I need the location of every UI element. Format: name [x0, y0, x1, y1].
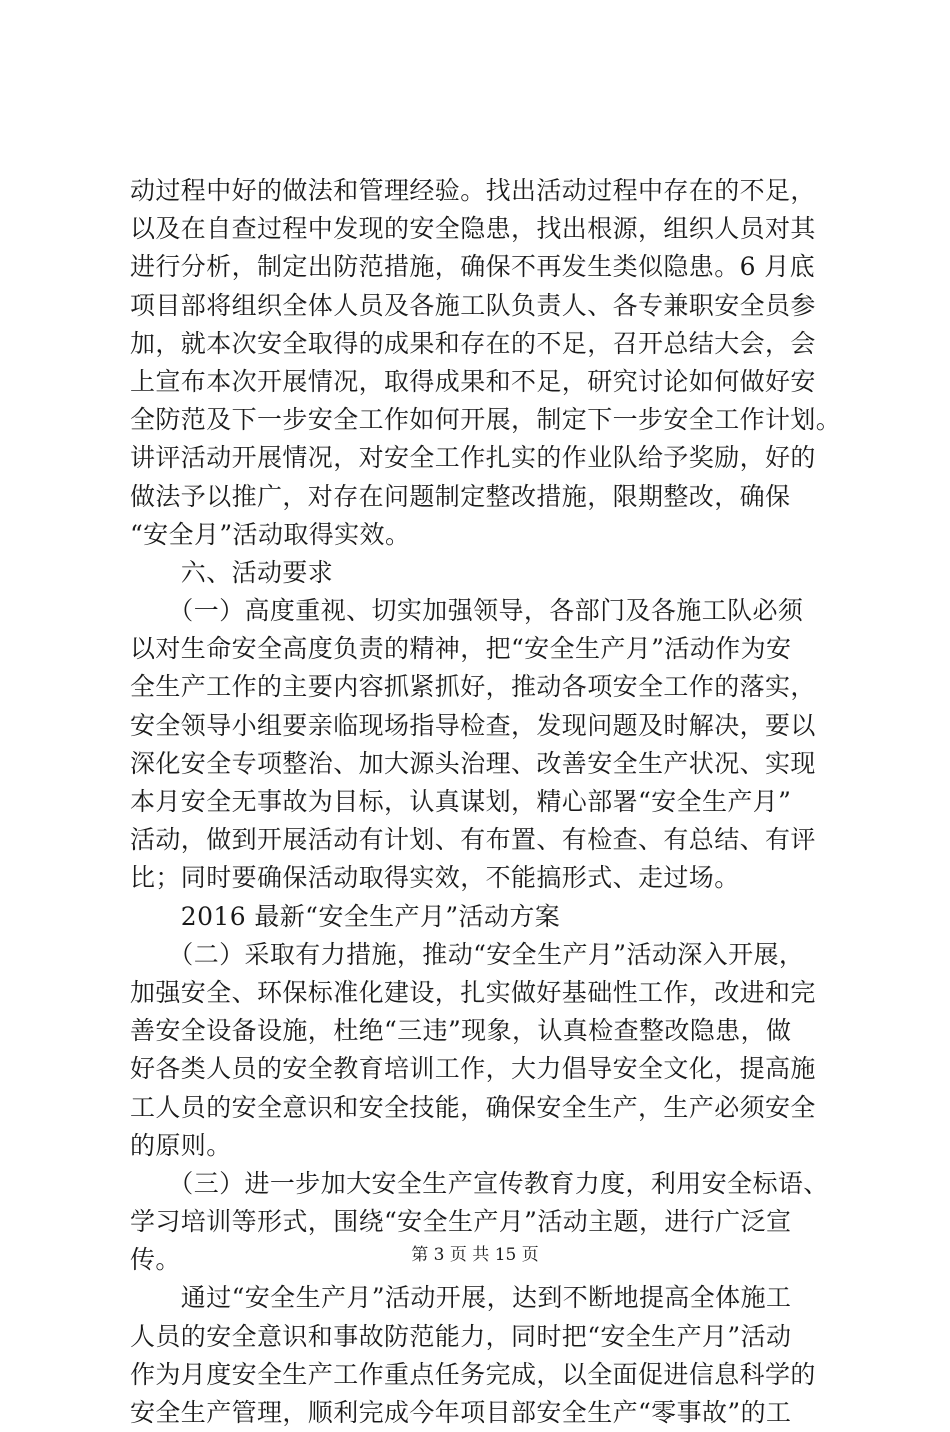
text-line: 活动，做到开展活动有计划、有布置、有检查、有总结、有评	[130, 825, 816, 855]
text-line: 深化安全专项整治、加大源头治理、改善安全生产状况、实现	[130, 748, 816, 778]
text-line: 做法予以推广，对存在问题制定整改措施，限期整改，确保	[130, 481, 791, 511]
text-line: 学习培训等形式，围绕“安全生产月”活动主题，进行广泛宣	[130, 1207, 792, 1237]
text-line: 人员的安全意识和事故防范能力，同时把“安全生产月”活动	[130, 1321, 792, 1351]
text-line: 安全生产管理，顺利完成今年项目部安全生产“零事故”的工	[130, 1398, 792, 1427]
text-line: 比；同时要确保活动取得实效，不能搞形式、走过场。	[130, 863, 740, 893]
text-line: 全生产工作的主要内容抓紧抓好，推动各项安全工作的落实，	[130, 672, 816, 702]
text-line: 讲评活动开展情况，对安全工作扎实的作业队给予奖励，好的	[130, 443, 816, 473]
text-line: 安全领导小组要亲临现场指导检查，发现问题及时解决，要以	[130, 710, 816, 740]
text-line: （一）高度重视、切实加强领导，各部门及各施工队必须	[130, 596, 804, 626]
text-line: 作为月度安全生产工作重点任务完成，以全面促进信息科学的	[130, 1359, 816, 1389]
text-line: 动过程中好的做法和管理经验。找出活动过程中存在的不足，	[130, 176, 816, 205]
text-line: 传。	[130, 1245, 181, 1275]
text-line: 以对生命安全高度负责的精神，把“安全生产月”活动作为安	[130, 634, 792, 664]
text-line: 全防范及下一步安全工作如何开展，制定下一步安全工作计划。	[130, 405, 842, 435]
text-line: 工人员的安全意识和安全技能，确保安全生产，生产必须安全	[130, 1092, 816, 1122]
text-line: 加强安全、环保标准化建设，扎实做好基础性工作，改进和完	[130, 977, 816, 1007]
text-line: 进行分析，制定出防范措施，确保不再发生类似隐患。6 月底	[130, 252, 816, 282]
text-line: 通过“安全生产月”活动开展，达到不断地提高全体施工	[130, 1283, 792, 1313]
text-line: 2016 最新“安全生产月”活动方案	[130, 901, 561, 931]
text-line: 的原则。	[130, 1130, 232, 1160]
text-line: 善安全设备设施，杜绝“三违”现象，认真检查整改隐患，做	[130, 1016, 792, 1046]
text-line: 以及在自查过程中发现的安全隐患，找出根源，组织人员对其	[130, 214, 816, 244]
text-line: 上宣布本次开展情况，取得成果和不足，研究讨论如何做好安	[130, 366, 816, 396]
text-line: 六、活动要求	[130, 557, 334, 587]
page-footer: 第 3 页 共 15 页	[411, 1245, 539, 1265]
text-line: 本月安全无事故为目标，认真谋划，精心部署“安全生产月”	[130, 787, 792, 816]
text-line: 加，就本次安全取得的成果和存在的不足，召开总结大会，会	[130, 328, 816, 358]
text-line: 好各类人员的安全教育培训工作，大力倡导安全文化，提高施	[130, 1054, 816, 1084]
text-line: “安全月”活动取得实效。	[130, 519, 411, 549]
text-line: 项目部将组织全体人员及各施工队负责人、各专兼职安全员参	[130, 290, 816, 320]
text-line: （二）采取有力措施，推动“安全生产月”活动深入开展，	[130, 939, 805, 969]
text-line: （三）进一步加大安全生产宣传教育力度，利用安全标语、	[130, 1168, 829, 1198]
